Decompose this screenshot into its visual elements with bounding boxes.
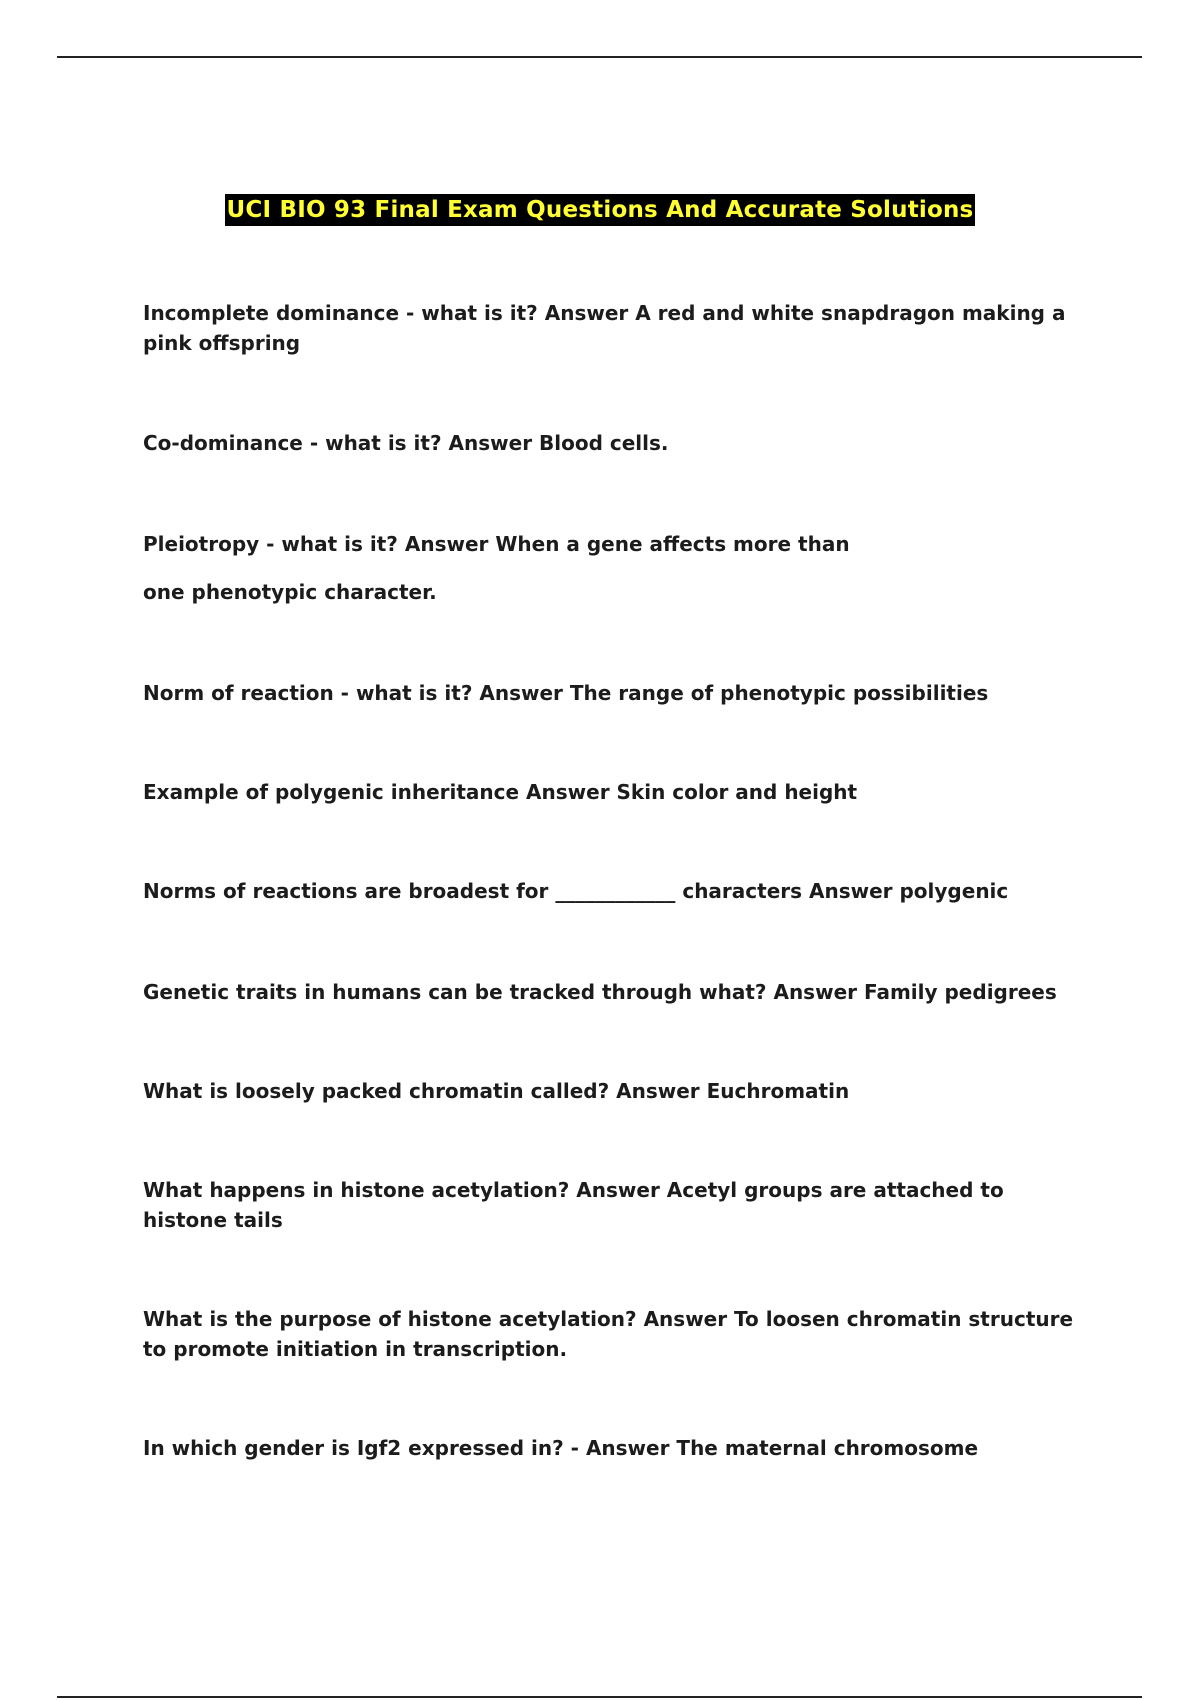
qa-item-7: Genetic traits in humans can be tracked through what? Answer Family pedigrees — [143, 980, 1057, 1004]
bottom-rule — [57, 1696, 1142, 1698]
top-rule — [57, 56, 1142, 58]
qa-item-5: Example of polygenic inheritance Answer Skin color and height — [143, 780, 858, 804]
qa-item-6: Norms of reactions are broadest for ____________ characters Answer polygenic — [143, 879, 1009, 903]
qa-item-1: Incomplete dominance - what is it? Answer A red and white snapdragon making a pink offspring — [143, 301, 1066, 355]
qa-item-3-line-2: one phenotypic character. — [143, 580, 437, 604]
qa-item-10: What is the purpose of histone acetylation? Answer To loosen chromatin structure to promote initiation in transcription. — [143, 1307, 1074, 1361]
qa-item-4: Norm of reaction - what is it? Answer The range of phenotypic possibilities — [143, 681, 989, 705]
document-title: UCI BIO 93 Final Exam Questions And Accurate Solutions — [225, 194, 976, 226]
qa-item-8: What is loosely packed chromatin called? Answer Euchromatin — [143, 1079, 850, 1103]
qa-item-3-line-1: Pleiotropy - what is it? Answer When a gene affects more than — [143, 532, 850, 556]
qa-item-2: Co-dominance - what is it? Answer Blood cells. — [143, 431, 669, 455]
qa-item-3 — [143, 529, 1083, 607]
qa-item-11: In which gender is Igf2 expressed in? - Answer The maternal chromosome — [143, 1436, 979, 1460]
qa-item-9: What happens in histone acetylation? Answer Acetyl groups are attached to histone tails — [143, 1178, 1004, 1232]
title-block — [0, 194, 1200, 226]
